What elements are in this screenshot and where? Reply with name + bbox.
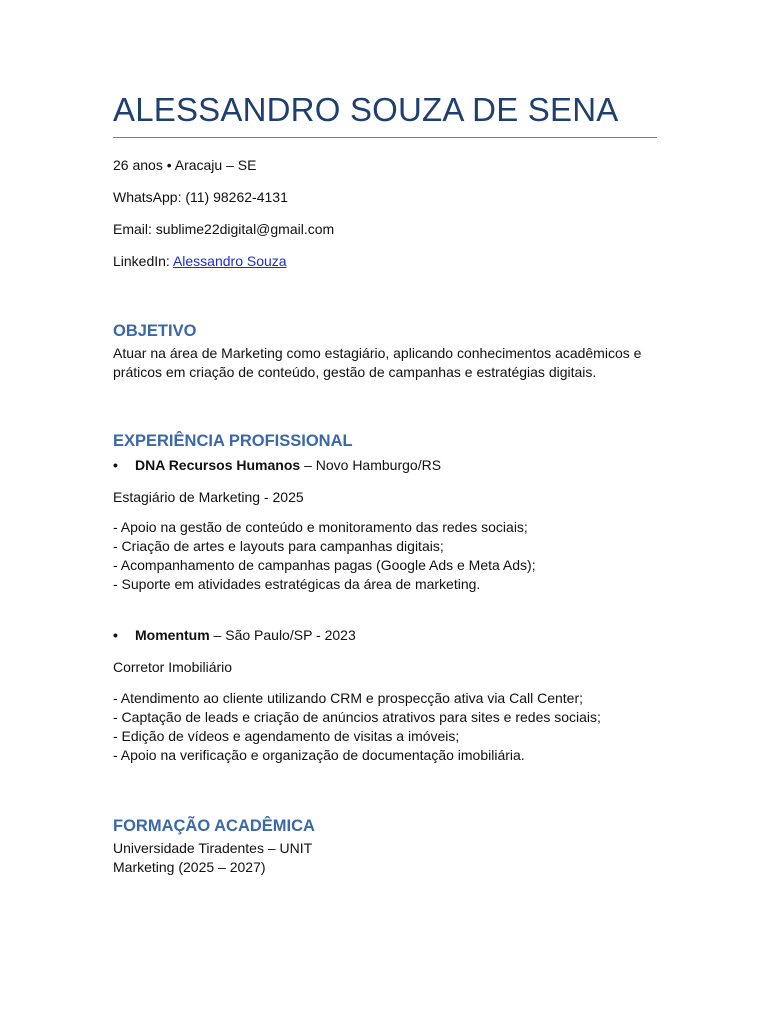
job-company: DNA Recursos Humanos	[135, 457, 301, 473]
experience-heading: EXPERIÊNCIA PROFISSIONAL	[113, 432, 353, 450]
job-location: – São Paulo/SP - 2023	[209, 627, 356, 643]
job-task: - Criação de artes e layouts para campanhas digitais;	[113, 538, 444, 554]
email-line: Email: sublime22digital@gmail.com	[113, 221, 335, 237]
job-role: Corretor Imobiliário	[113, 659, 233, 675]
job-tasks	[113, 689, 601, 765]
education-heading: FORMAÇÃO ACADÊMICA	[113, 817, 315, 835]
education-institution: Universidade Tiradentes – UNIT	[113, 840, 313, 856]
whatsapp-line: WhatsApp: (11) 98262-4131	[113, 189, 288, 205]
education-course: Marketing (2025 – 2027)	[113, 859, 266, 875]
age-location: 26 anos • Aracaju – SE	[113, 157, 257, 173]
job-role: Estagiário de Marketing - 2025	[113, 489, 304, 505]
job-location: – Novo Hamburgo/RS	[300, 457, 442, 473]
job-task: - Apoio na gestão de conteúdo e monitoramento das redes sociais;	[113, 519, 528, 535]
linkedin-label: LinkedIn:	[113, 253, 173, 269]
bullet-icon: •	[113, 627, 118, 643]
job-company: Momentum	[135, 627, 210, 643]
objective-text: Atuar na área de Marketing como estagiário, aplicando conhecimentos acadêmicos e práticos em criação de conteúdo, gestão de campanhas e estratégias digitais.	[113, 345, 642, 380]
bullet-icon: •	[113, 457, 118, 473]
job-task: - Acompanhamento de campanhas pagas (Google Ads e Meta Ads);	[113, 557, 536, 573]
candidate-name: ALESSANDRO SOUZA DE SENA	[113, 91, 619, 128]
job-task: - Atendimento ao cliente utilizando CRM e prospecção ativa via Call Center;	[113, 690, 584, 706]
linkedin-line	[113, 252, 287, 270]
job-task: - Edição de vídeos e agendamento de visitas a imóveis;	[113, 728, 460, 744]
job-tasks	[113, 518, 536, 594]
job-task: - Apoio na verificação e organização de documentação imobiliária.	[113, 747, 525, 763]
job-item	[113, 626, 356, 644]
job-task: - Captação de leads e criação de anúncios atrativos para sites e redes sociais;	[113, 709, 601, 725]
objective-heading: OBJETIVO	[113, 322, 197, 340]
title-divider	[113, 137, 657, 138]
job-item	[113, 456, 441, 474]
job-task: - Suporte em atividades estratégicas da área de marketing.	[113, 576, 481, 592]
linkedin-link[interactable]: Alessandro Souza	[172, 253, 287, 269]
